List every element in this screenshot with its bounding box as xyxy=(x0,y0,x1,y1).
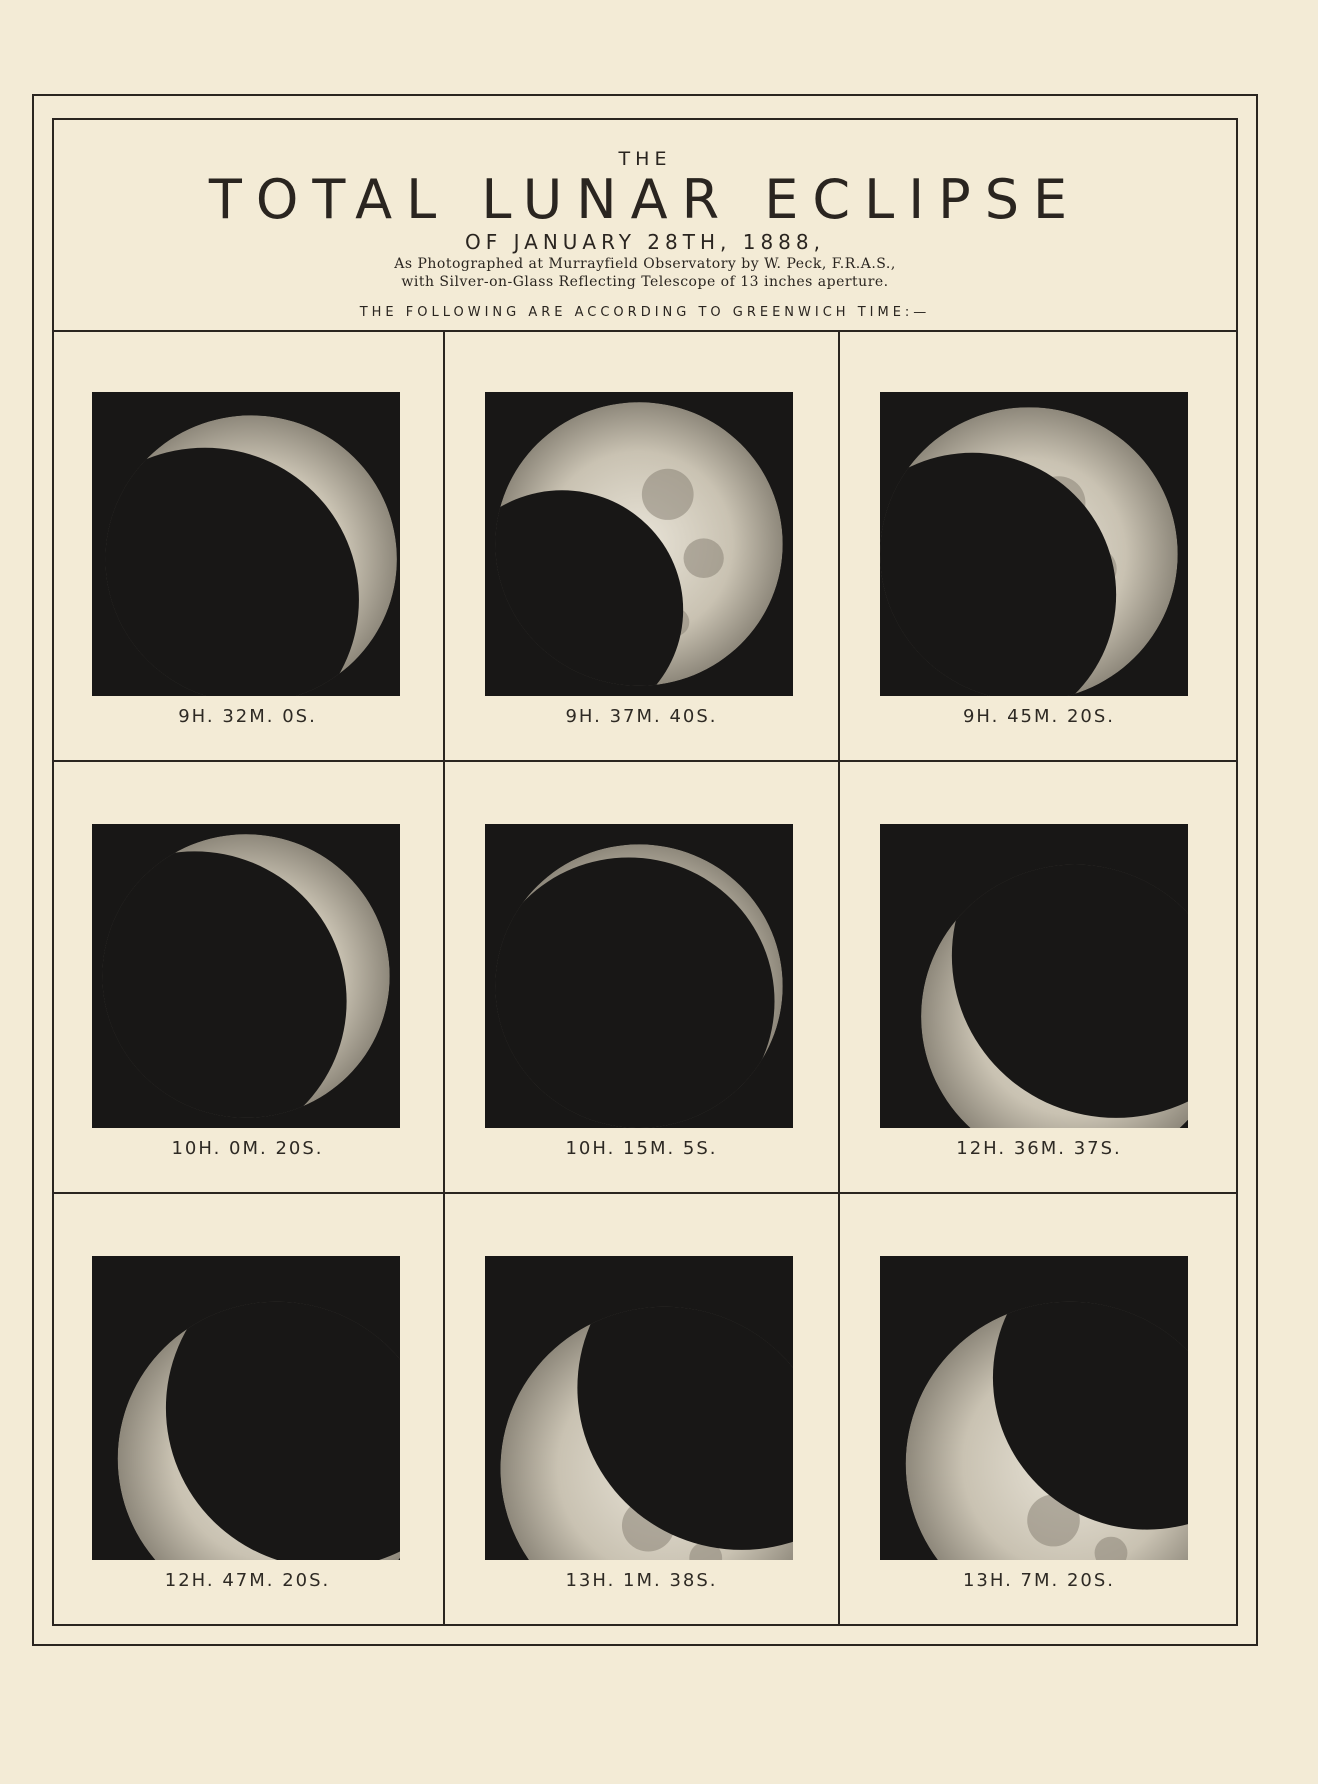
photo-caption: 12H. 36M. 37S. xyxy=(956,1138,1122,1159)
moon-photo xyxy=(92,392,400,696)
photo-caption: 9H. 45M. 20S. xyxy=(962,706,1116,727)
moon-graphic xyxy=(92,824,400,1128)
moon-mare xyxy=(684,538,724,578)
moon-graphic xyxy=(880,1256,1188,1560)
moon-photo xyxy=(880,392,1188,696)
photo-cell xyxy=(445,330,840,762)
photo-caption: 9H. 32M. 0S. xyxy=(178,706,317,727)
moon-photo xyxy=(880,824,1188,1128)
photo-caption: 13H. 7M. 20S. xyxy=(962,1570,1116,1591)
photo-cell xyxy=(840,330,1238,762)
moon-photo xyxy=(485,824,793,1128)
photo-caption: 12H. 47M. 20S. xyxy=(164,1570,331,1591)
page-title: TOTAL LUNAR ECLIPSE xyxy=(208,168,1082,231)
photo-caption: 13H. 1M. 38S. xyxy=(565,1570,718,1591)
photo-cell xyxy=(445,762,840,1194)
photo-cell xyxy=(52,762,445,1194)
moon-graphic xyxy=(485,392,793,696)
moon-photo xyxy=(880,1256,1188,1560)
photographer-credit: As Photographed at Murrayfield Observatory by W. Peck, F.R.A.S., xyxy=(394,256,896,272)
moon-graphic xyxy=(92,1256,400,1560)
photo-caption: 10H. 0M. 20S. xyxy=(171,1138,324,1159)
photo-cell xyxy=(52,330,445,762)
moon-graphic xyxy=(880,824,1188,1128)
time-note: THE FOLLOWING ARE ACCORDING TO GREENWICH TIME:— xyxy=(359,305,931,320)
photo-cell xyxy=(445,1194,840,1626)
moon-graphic xyxy=(92,392,400,696)
plate-header xyxy=(52,118,1238,332)
photo-grid xyxy=(52,330,1238,1626)
eclipse-date: OF JANUARY 28TH, 1888, xyxy=(465,230,825,254)
moon-graphic xyxy=(485,1256,793,1560)
photo-cell xyxy=(52,1194,445,1626)
photo-cell xyxy=(840,1194,1238,1626)
moon-photo xyxy=(485,392,793,696)
moon-mare xyxy=(642,469,694,520)
photo-caption: 10H. 15M. 5S. xyxy=(565,1138,718,1159)
photo-caption: 9H. 37M. 40S. xyxy=(565,706,718,727)
moon-photo xyxy=(92,824,400,1128)
photo-cell xyxy=(840,762,1238,1194)
moon-graphic xyxy=(485,824,793,1128)
moon-photo xyxy=(92,1256,400,1560)
title-the: THE xyxy=(618,148,672,170)
telescope-credit: with Silver-on-Glass Reflecting Telescope of 13 inches aperture. xyxy=(401,274,889,290)
moon-photo xyxy=(485,1256,793,1560)
moon-graphic xyxy=(880,392,1188,696)
